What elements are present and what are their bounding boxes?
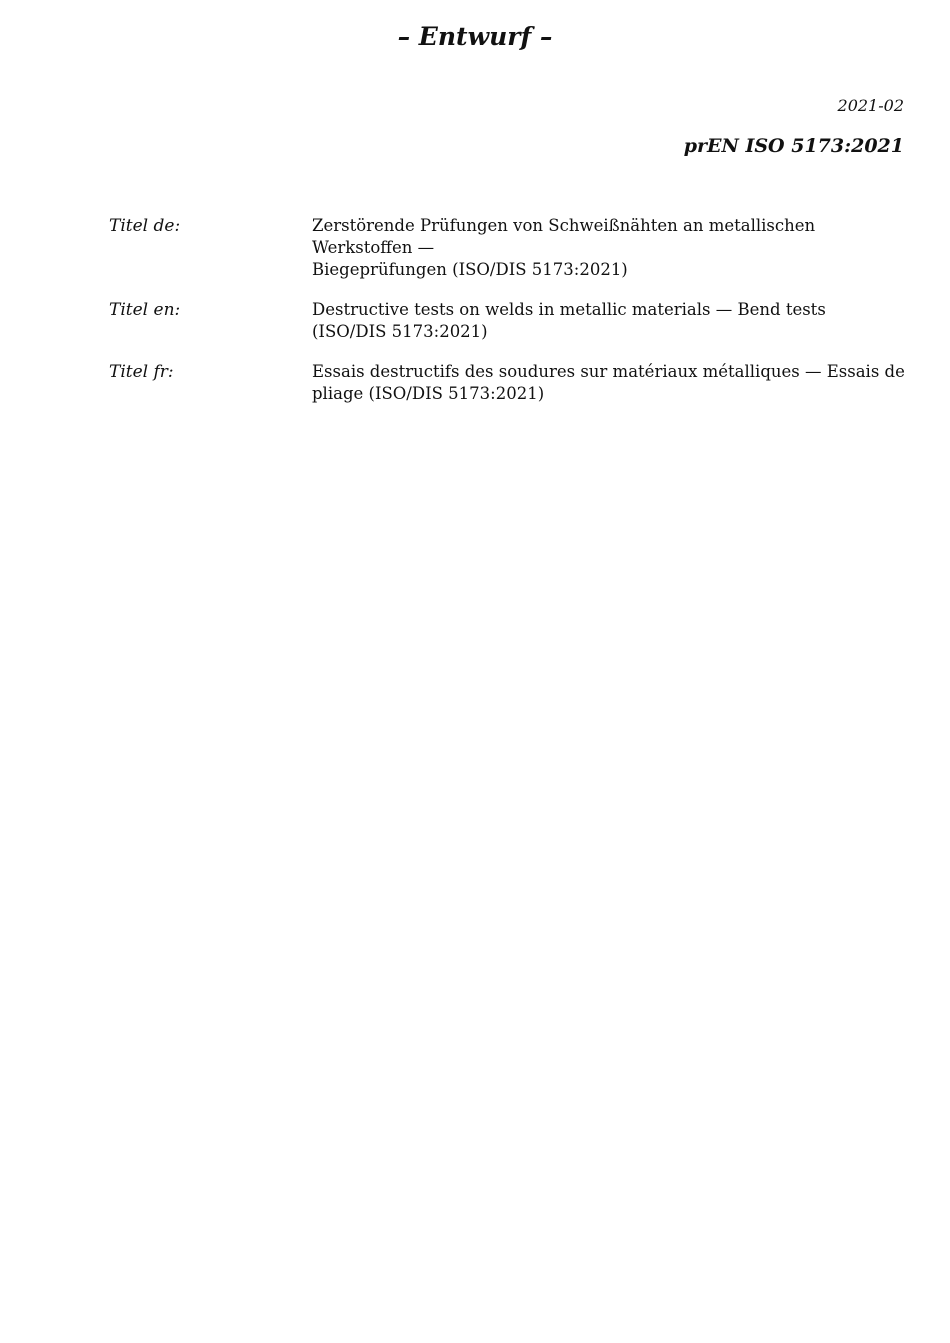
title-text-en-line2: (ISO/DIS 5173:2021) — [312, 322, 488, 341]
title-text-de — [312, 215, 909, 281]
title-text-de-line2: Biegeprüfungen (ISO/DIS 5173:2021) — [312, 260, 628, 279]
title-text-fr — [312, 361, 909, 405]
title-label-fr: Titel fr: — [109, 362, 174, 382]
title-row-fr — [109, 361, 909, 405]
title-label-en: Titel en: — [109, 300, 181, 320]
document-date: 2021-02 — [837, 96, 904, 115]
title-label-de: Titel de: — [109, 216, 181, 236]
draft-heading: – Entwurf – — [397, 22, 553, 51]
title-text-en — [312, 299, 909, 343]
title-text-fr-line1: Essais destructifs des soudures sur matériaux métalliques — Essais de — [312, 362, 905, 381]
title-row-de — [109, 215, 909, 281]
title-text-fr-line2: pliage (ISO/DIS 5173:2021) — [312, 384, 545, 403]
title-row-en — [109, 299, 909, 343]
title-text-en-line1: Destructive tests on welds in metallic materials — Bend tests — [312, 300, 826, 319]
title-table — [109, 215, 909, 423]
document-number: prEN ISO 5173:2021 — [683, 135, 904, 157]
title-text-de-line1: Zerstörende Prüfungen von Schweißnähten an metallischen Werkstoffen — — [312, 216, 816, 257]
